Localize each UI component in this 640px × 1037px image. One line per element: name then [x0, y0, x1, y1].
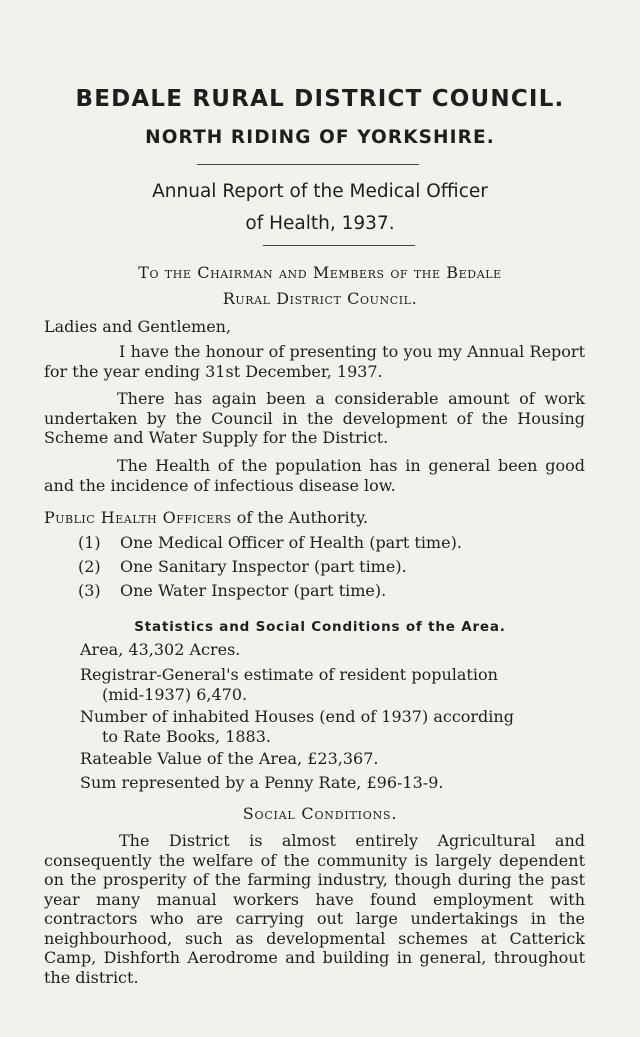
addressee-line-2: Rural District Council.: [222, 289, 418, 308]
stat-area: Area, 43,302 Acres.: [80, 640, 241, 659]
stat-houses: [80, 707, 514, 747]
officer-item: [78, 533, 462, 553]
stat-houses-line-1: Number of inhabited Houses (end of 1937) according: [80, 707, 514, 726]
paragraph-social: The District is almost entirely Agricultural and consequently the welfare of the community is largely dependent on the prosperity of the farming industry, though during the past year many manual workers have found employment with contractors who are carrying out large undertakings in the neighbourhood, such as developmental schemes at Catterick Camp, Dishforth Aerodrome and building in general, throughout the district.: [44, 831, 585, 987]
addressee-line-1: To the Chairman and Members of the Bedale: [138, 263, 502, 282]
officers-lead: [44, 508, 368, 528]
officer-item-number: (2): [78, 557, 101, 576]
officers-lead-heading: Public Health Officers: [44, 508, 232, 527]
stat-penny-rate: Sum represented by a Penny Rate, £96-13-9.: [80, 773, 444, 792]
stat-population-line-1: Registrar-General's estimate of resident population: [80, 665, 498, 684]
statistics-heading: Statistics and Social Conditions of the Area.: [134, 619, 506, 635]
officer-item-text: One Water Inspector (part time).: [120, 581, 387, 600]
county-title: NORTH RIDING OF YORKSHIRE.: [145, 127, 495, 148]
report-title-line-1: Annual Report of the Medical Officer: [152, 181, 488, 202]
addressee: [0, 260, 640, 312]
officer-item-text: One Sanitary Inspector (part time).: [120, 557, 407, 576]
social-heading: Social Conditions.: [242, 804, 398, 823]
report-title-line-2: of Health, 1937.: [245, 213, 395, 234]
paragraph-housing: There has again been a considerable amount of work undertaken by the Council in the development of the Housing Scheme and Water Supply for the District.: [44, 389, 585, 447]
officer-item-number: (1): [78, 533, 101, 552]
officer-item-number: (3): [78, 581, 101, 600]
divider-rule: [263, 245, 415, 246]
paragraph-intro: I have the honour of presenting to you my Annual Report for the year ending 31st December, 1937.: [44, 342, 585, 381]
officer-item-text: One Medical Officer of Health (part time).: [120, 533, 462, 552]
salutation: Ladies and Gentlemen,: [44, 317, 232, 336]
stat-population-line-2: (mid-1937) 6,470.: [102, 685, 248, 704]
officer-item: [78, 557, 407, 577]
stat-houses-line-2: to Rate Books, 1883.: [102, 727, 271, 746]
paragraph-health: The Health of the population has in general been good and the incidence of infectious disease low.: [44, 456, 585, 495]
stat-rateable-value: Rateable Value of the Area, £23,367.: [80, 749, 379, 768]
report-title: [0, 176, 640, 240]
divider-rule: [197, 164, 419, 165]
stat-population: [80, 665, 498, 705]
officers-lead-text: of the Authority.: [231, 508, 369, 527]
council-title: BEDALE RURAL DISTRICT COUNCIL.: [75, 86, 565, 112]
officer-item: [78, 581, 386, 601]
